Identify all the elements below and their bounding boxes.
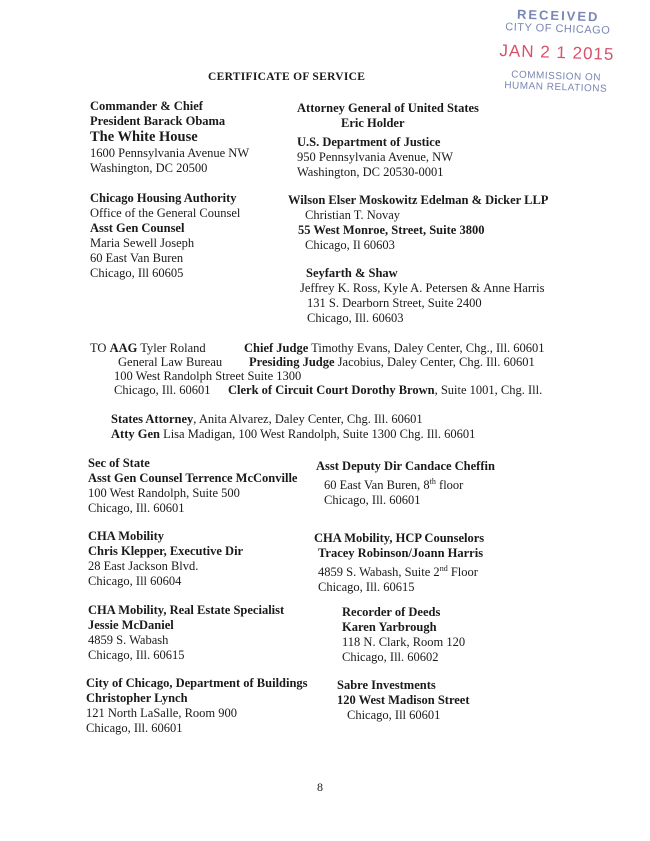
recipient-role: Attorney General of United States [297,101,479,115]
recipient-role: Asst Gen Counsel [90,221,185,235]
to-general-law-bureau: General Law Bureau [118,355,223,369]
recipient-hcp [314,531,484,595]
recipient-role: Commander & Chief [90,99,203,113]
recipient-address: 28 East Jackson Blvd. [88,559,199,573]
recipient-white-house [90,99,249,176]
stamp-commission: COMMISSION ON [511,69,602,84]
recipient-buildings [86,676,308,736]
recipient-org: The White House [90,129,198,145]
to-presiding-judge: Presiding Judge Jacobius, Daley Center, Chg. Ill. 60601 [249,355,535,369]
recipient-org: Wilson Elser Moskowitz Edelman & Dicker LLP [288,193,549,207]
recipient-org: CHA Mobility [88,529,165,543]
recipient-city: Chicago, Ill 60601 [347,708,441,722]
recipient-address: 120 West Madison Street [337,693,470,707]
recipient-address: 1600 Pennsylvania Avenue NW [90,146,250,160]
recipient-city: Chicago, Ill 60605 [90,266,184,280]
recipient-address: 100 West Randolph, Suite 500 [88,486,240,500]
stamp-date: JAN 2 1 2015 [499,40,615,64]
recipient-org: Sabre Investments [337,678,436,692]
recipient-address: 950 Pennsylvania Avenue, NW [297,150,453,164]
recipient-city: Chicago, Ill. 60601 [86,721,183,735]
recipient-address: 118 N. Clark, Room 120 [342,635,466,649]
recipient-cheffin [316,459,495,508]
recipient-org: Sec of State [88,456,150,470]
recipient-name: Karen Yarbrough [342,620,437,634]
recipient-name: Asst Deputy Dir Candace Cheffin [316,459,495,473]
recipient-sec-of-state [88,456,297,516]
to-aag-address: 100 West Randolph Street Suite 1300 [114,369,302,383]
recipient-address: 60 East Van Buren, 8th floor [324,477,464,493]
recipient-address: 131 S. Dearborn Street, Suite 2400 [307,296,482,310]
recipient-address: 121 North LaSalle, Room 900 [86,706,238,720]
recipient-name-line: Chris Klepper, Executive Dir [88,544,244,558]
recipient-name: Eric Holder [341,116,405,130]
recipient-name: Tracey Robinson/Joann Harris [318,546,484,560]
recipient-org: City of Chicago, Department of Buildings [86,676,308,690]
received-stamp [491,6,624,95]
recipient-org: Chicago Housing Authority [90,191,237,205]
to-states-attorney: States Attorney, Anita Alvarez, Daley Center, Chg. Ill. 60601 [111,412,423,426]
recipient-sabre [337,678,470,723]
stamp-received: RECEIVED [516,6,600,25]
recipient-name: Christopher Lynch [86,691,188,705]
recipient-city: Chicago, Il 60603 [305,238,395,252]
recipient-name: Maria Sewell Joseph [90,236,195,250]
recipient-city: Chicago, Ill. 60603 [307,311,404,325]
recipient-address: 60 East Van Buren [90,251,184,265]
recipient-seyfarth [300,266,545,326]
recipient-name: Christian T. Novay [305,208,401,222]
recipient-org: CHA Mobility, HCP Counselors [314,531,485,545]
to-aag-city: Chicago, Ill. 60601 [114,383,211,397]
recipient-name: Jessie McDaniel [88,618,174,632]
recipient-name: President Barack Obama [90,114,226,128]
document-title: CERTIFICATE OF SERVICE [208,71,366,83]
to-atty-gen: Atty Gen Lisa Madigan, 100 West Randolph, Suite 1300 Chg. Ill. 60601 [111,427,476,441]
recipient-org: Recorder of Deeds [342,605,441,619]
recipient-name: Asst Gen Counsel Terrence McConville [88,471,298,485]
recipient-address: 55 West Monroe, Street, Suite 3800 [298,223,485,237]
recipient-city: Chicago, Ill 60604 [88,574,182,588]
recipient-city: Chicago, Ill. 60615 [88,648,185,662]
page-number: 8 [317,780,323,794]
recipient-wilson-elser [288,193,548,253]
recipient-org: CHA Mobility, Real Estate Specialist [88,603,285,617]
recipient-city: Washington, DC 20530-0001 [297,165,444,179]
recipient-city: Chicago, Ill. 60601 [324,493,421,508]
recipient-city: Washington, DC 20500 [90,161,208,175]
recipient-doj [297,101,479,180]
stamp-human-relations: HUMAN RELATIONS [504,80,608,95]
stamp-city: CITY OF CHICAGO [505,21,611,37]
recipient-org: U.S. Department of Justice [297,135,441,149]
recipient-name: Jeffrey K. Ross, Kyle A. Petersen & Anne Harris [300,281,545,295]
recipient-city: Chicago, Ill. 60602 [342,650,439,664]
to-aag: TO AAG Tyler Roland [90,341,206,355]
recipient-cha [90,191,240,281]
recipient-real-estate [88,603,284,663]
to-chief-judge: Chief Judge Timothy Evans, Daley Center, Chg., Ill. 60601 [244,341,545,355]
recipient-city: Chicago, Ill. 60615 [318,580,415,595]
recipient-org: Seyfarth & Shaw [306,266,398,280]
recipient-office: Office of the General Counsel [90,206,241,220]
recipient-recorder [342,605,465,665]
to-clerk: Clerk of Circuit Court Dorothy Brown, Suite 1001, Chg. Ill. [228,383,543,397]
recipient-cha-mobility [88,529,243,589]
recipient-city: Chicago, Ill. 60601 [88,501,185,515]
recipient-address: 4859 S. Wabash, Suite 2nd Floor [318,564,478,580]
recipient-address: 4859 S. Wabash [88,633,169,647]
